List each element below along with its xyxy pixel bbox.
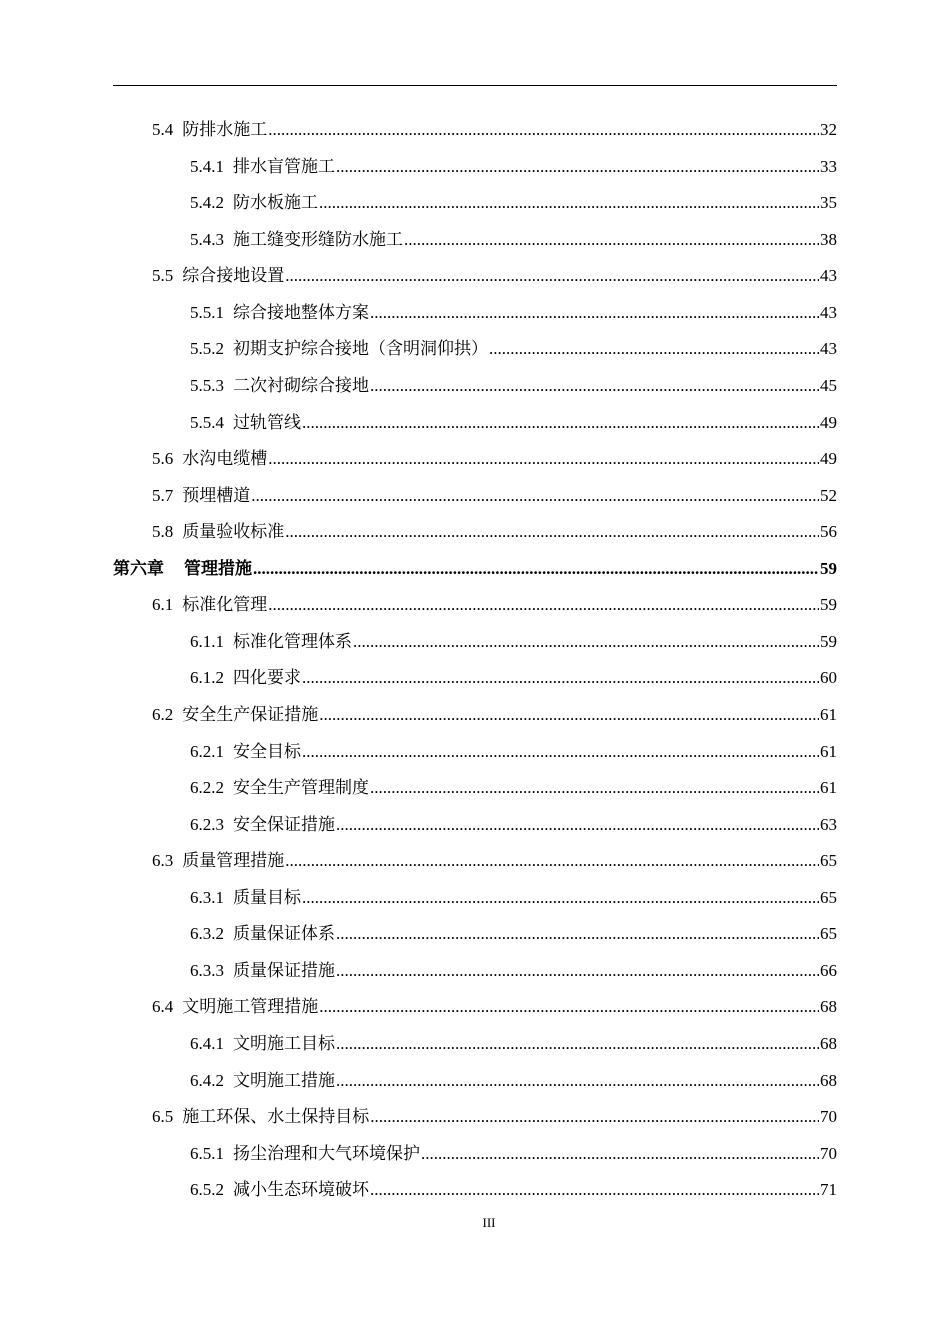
toc-dot-leader	[253, 557, 819, 581]
toc-entry-number: 6.2	[152, 705, 174, 724]
toc-entry-number: 6.2.2	[190, 778, 224, 797]
toc-entry[interactable]	[190, 155, 837, 179]
toc-entry-page: 56	[820, 522, 837, 541]
toc-entry-title: 二次衬砌综合接地	[233, 376, 369, 395]
toc-entry-title: 水沟电缆槽	[182, 449, 268, 468]
toc-dot-leader	[319, 995, 819, 1019]
toc-dot-leader	[251, 484, 819, 508]
toc-entry-title: 质量保证体系	[233, 924, 335, 943]
toc-entry[interactable]	[190, 959, 837, 983]
toc-entry-title: 文明施工目标	[233, 1034, 335, 1053]
toc-entry-page: 65	[820, 851, 837, 870]
toc-entry[interactable]	[152, 593, 837, 617]
toc-dot-leader	[302, 886, 819, 910]
toc-entry-page: 43	[820, 266, 837, 285]
toc-entry[interactable]	[152, 703, 837, 727]
toc-entry[interactable]	[190, 337, 837, 361]
toc-entry[interactable]	[190, 813, 837, 837]
toc-entry[interactable]	[152, 520, 837, 544]
toc-entry-number: 6.3.3	[190, 961, 224, 980]
toc-entry-title: 安全生产保证措施	[182, 705, 319, 724]
toc-entry[interactable]	[190, 1069, 837, 1093]
toc-entry-page: 68	[820, 997, 837, 1016]
toc-entry-title: 减小生态环境破坏	[233, 1180, 369, 1199]
toc-entry-number: 6.3.2	[190, 924, 224, 943]
toc-entry-number: 5.5.1	[190, 303, 224, 322]
toc-entry-number: 5.8	[152, 522, 174, 541]
toc-dot-leader	[319, 703, 819, 727]
toc-entry-page: 43	[820, 303, 837, 322]
toc-dot-leader	[336, 1069, 819, 1093]
toc-entry[interactable]	[152, 447, 837, 471]
toc-entry-number: 5.5.2	[190, 339, 224, 358]
toc-entry-page: 60	[820, 668, 837, 687]
page-number: III	[482, 1215, 496, 1230]
toc-entry-number: 6.1.2	[190, 668, 224, 687]
toc-dot-leader	[421, 1142, 819, 1166]
toc-entry-number: 6.4.1	[190, 1034, 224, 1053]
toc-entry-number: 第六章	[113, 559, 164, 578]
toc-dot-leader	[404, 228, 819, 252]
toc-entry-number: 5.4.3	[190, 230, 224, 249]
toc-entry[interactable]	[190, 776, 837, 800]
toc-dot-leader	[336, 959, 819, 983]
toc-entry-page: 32	[820, 120, 837, 139]
toc-entry-page: 59	[820, 595, 837, 614]
toc-entry-title: 管理措施	[184, 559, 252, 578]
toc-dot-leader	[268, 593, 819, 617]
toc-entry-page: 35	[820, 193, 837, 212]
toc-entry-number: 5.4.1	[190, 157, 224, 176]
toc-entry[interactable]	[152, 995, 837, 1019]
toc-entry-page: 68	[820, 1034, 837, 1053]
toc-entry-page: 33	[820, 157, 837, 176]
toc-entry-page: 61	[820, 778, 837, 797]
toc-entry[interactable]	[190, 411, 837, 435]
toc-entry[interactable]	[190, 1178, 837, 1202]
toc-entry-title: 初期支护综合接地（含明洞仰拱）	[233, 339, 488, 358]
toc-entry-number: 5.5.4	[190, 413, 224, 432]
toc-entry-page: 38	[820, 230, 837, 249]
toc-entry-page: 71	[820, 1180, 837, 1199]
toc-entry-number: 6.2.1	[190, 742, 224, 761]
toc-dot-leader	[336, 155, 819, 179]
toc-dot-leader	[370, 301, 819, 325]
toc-entry-page: 59	[820, 559, 837, 578]
toc-dot-leader	[285, 264, 819, 288]
toc-entry-page: 65	[820, 924, 837, 943]
toc-entry-title: 排水盲管施工	[233, 157, 335, 176]
toc-entry-title: 文明施工管理措施	[182, 997, 319, 1016]
toc-entry-number: 5.4.2	[190, 193, 224, 212]
toc-entry-title: 过轨管线	[233, 413, 301, 432]
toc-entry-page: 45	[820, 376, 837, 395]
toc-entry-number: 5.6	[152, 449, 174, 468]
toc-entry-title: 施工缝变形缝防水施工	[233, 230, 403, 249]
toc-dot-leader	[370, 1105, 819, 1129]
toc-entry-title: 质量验收标准	[182, 522, 285, 541]
toc-entry-page: 63	[820, 815, 837, 834]
toc-entry-title: 标准化管理	[182, 595, 268, 614]
toc-entry[interactable]	[190, 630, 837, 654]
toc-entry[interactable]	[190, 1032, 837, 1056]
toc-dot-leader	[302, 411, 819, 435]
toc-entry-page: 61	[820, 705, 837, 724]
toc-dot-leader	[302, 740, 819, 764]
toc-entry-number: 5.5	[152, 266, 174, 285]
toc-dot-leader	[336, 922, 819, 946]
toc-entry-title: 防排水施工	[182, 120, 268, 139]
toc-entry-page: 70	[820, 1144, 837, 1163]
toc-entry[interactable]	[190, 228, 837, 252]
toc-dot-leader	[285, 520, 819, 544]
toc-entry-title: 综合接地整体方案	[233, 303, 369, 322]
toc-chapter-entry[interactable]	[113, 557, 837, 581]
toc-entry-page: 43	[820, 339, 837, 358]
toc-entry-number: 6.4.2	[190, 1071, 224, 1090]
toc-entry-number: 6.3	[152, 851, 174, 870]
toc-dot-leader	[302, 666, 819, 690]
toc-entry-number: 6.1	[152, 595, 174, 614]
toc-entry-page: 52	[820, 486, 837, 505]
toc-entry-title: 标准化管理体系	[233, 632, 352, 651]
toc-dot-leader	[319, 191, 819, 215]
toc-dot-leader	[353, 630, 819, 654]
toc-entry-page: 65	[820, 888, 837, 907]
toc-entry-title: 质量目标	[233, 888, 301, 907]
toc-entry-page: 68	[820, 1071, 837, 1090]
toc-entry-number: 5.4	[152, 120, 174, 139]
toc-entry-title: 质量管理措施	[182, 851, 285, 870]
toc-entry-title: 防水板施工	[233, 193, 318, 212]
toc-entry-title: 安全生产管理制度	[233, 778, 369, 797]
toc-entry[interactable]	[152, 264, 837, 288]
toc-entry[interactable]	[190, 191, 837, 215]
toc-entry[interactable]	[190, 374, 837, 398]
toc-entry[interactable]	[190, 1142, 837, 1166]
toc-entry-page: 70	[820, 1107, 837, 1126]
toc-dot-leader	[370, 374, 819, 398]
toc-entry-title: 四化要求	[233, 668, 301, 687]
toc-entry[interactable]	[152, 849, 837, 873]
toc-entry-title: 预埋槽道	[182, 486, 251, 505]
toc-entry-number: 6.5	[152, 1107, 174, 1126]
toc-entry-number: 6.1.1	[190, 632, 224, 651]
toc-entry-number: 6.5.2	[190, 1180, 224, 1199]
toc-entry-title: 安全目标	[233, 742, 301, 761]
toc-entry-title: 扬尘治理和大气环境保护	[233, 1144, 420, 1163]
toc-dot-leader	[370, 1178, 819, 1202]
toc-entry-number: 5.7	[152, 486, 174, 505]
toc-entry[interactable]	[190, 301, 837, 325]
toc-entry-title: 安全保证措施	[233, 815, 335, 834]
toc-dot-leader	[370, 776, 819, 800]
header-rule	[113, 85, 837, 86]
toc-dot-leader	[268, 118, 819, 142]
toc-entry[interactable]	[152, 1105, 837, 1129]
toc-dot-leader	[336, 813, 819, 837]
toc-entry-number: 6.5.1	[190, 1144, 224, 1163]
toc-entry-title: 文明施工措施	[233, 1071, 335, 1090]
toc-dot-leader	[268, 447, 819, 471]
toc-entry-number: 6.4	[152, 997, 174, 1016]
toc-dot-leader	[285, 849, 819, 873]
toc-entry-title: 施工环保、水土保持目标	[182, 1107, 370, 1126]
toc-entry[interactable]	[190, 922, 837, 946]
toc-entry-number: 6.2.3	[190, 815, 224, 834]
toc-entry-page: 66	[820, 961, 837, 980]
toc-entry-page: 61	[820, 742, 837, 761]
toc-entry[interactable]	[190, 666, 837, 690]
toc-entry-page: 49	[820, 413, 837, 432]
toc-entry-title: 综合接地设置	[182, 266, 285, 285]
toc-entry[interactable]	[190, 740, 837, 764]
toc-entry-number: 5.5.3	[190, 376, 224, 395]
toc-dot-leader	[489, 337, 819, 361]
toc-entry-title: 质量保证措施	[233, 961, 335, 980]
toc-entry[interactable]	[190, 886, 837, 910]
toc-entry-number: 6.3.1	[190, 888, 224, 907]
toc-entry-page: 59	[820, 632, 837, 651]
toc-dot-leader	[336, 1032, 819, 1056]
toc-entry-page: 49	[820, 449, 837, 468]
toc-entry[interactable]	[152, 484, 837, 508]
toc-entry[interactable]	[152, 118, 837, 142]
